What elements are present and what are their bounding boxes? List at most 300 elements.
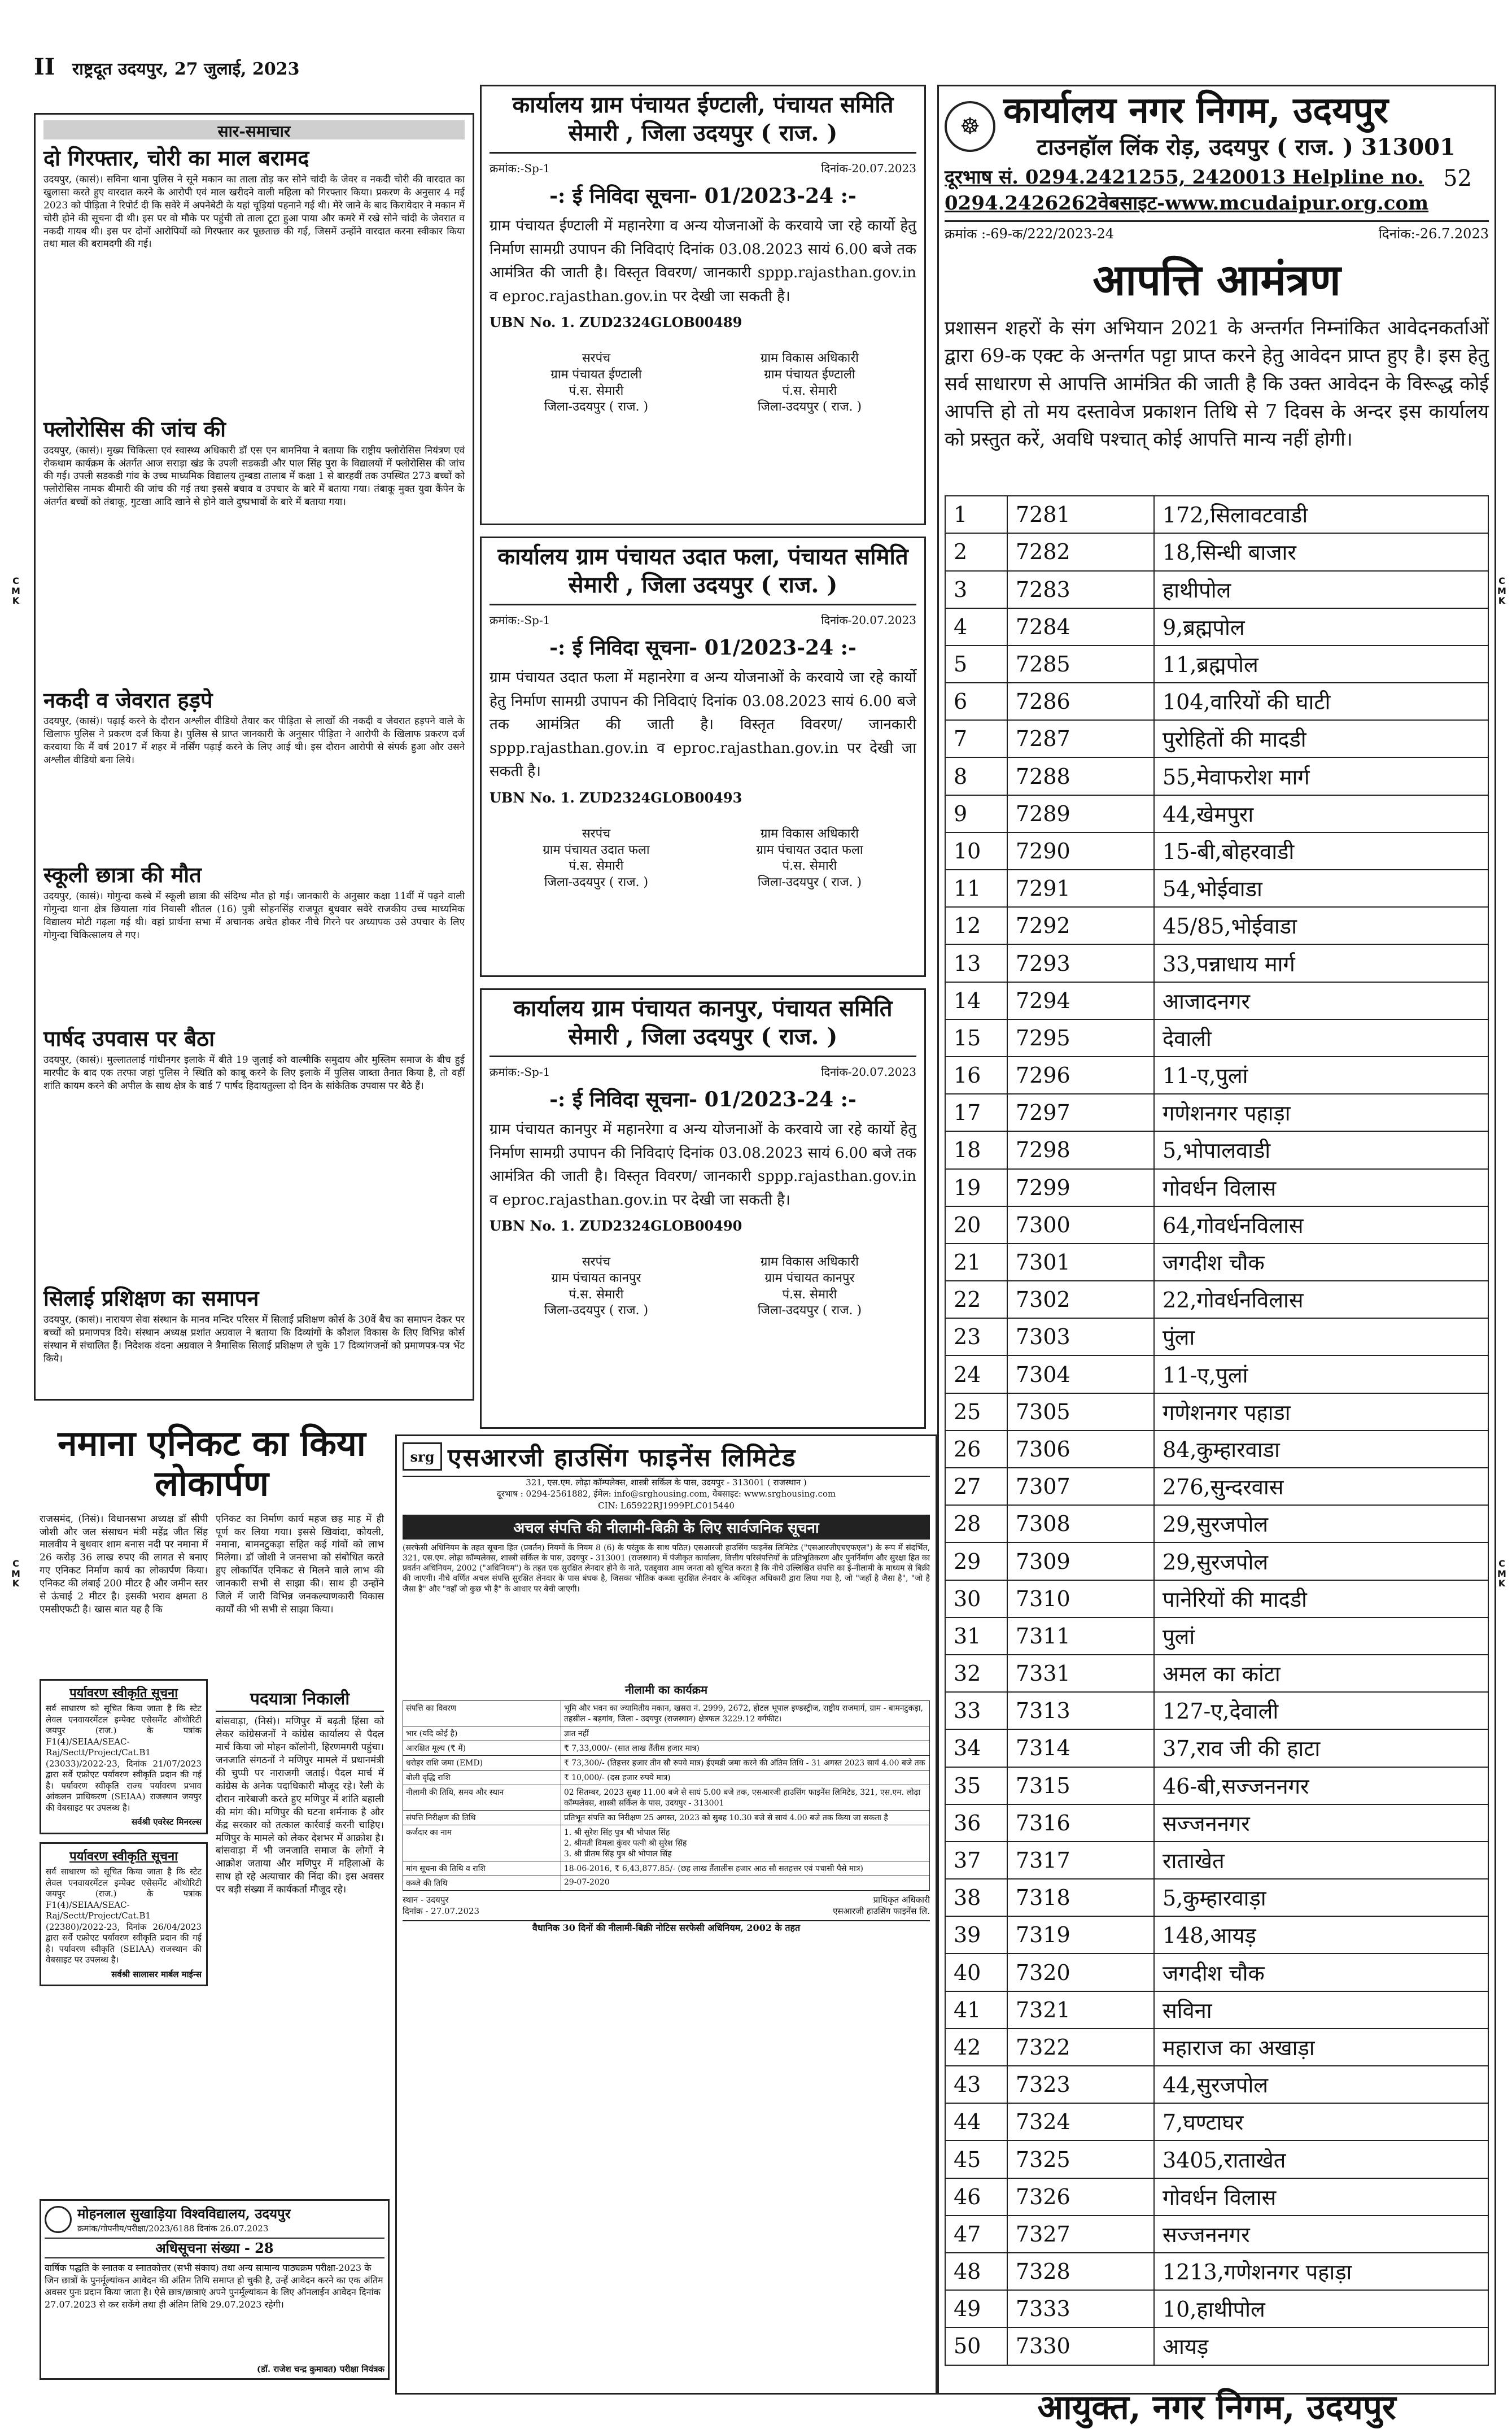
application-no-cell: 7299 [1007,1169,1154,1206]
commissioner-signature: आयुक्त, नगर निगम, उदयपुर [1037,2387,1396,2427]
story-body: उदयपुर, (कासं)। सविना थाना पुलिस ने सूने मकान का ताला तोड़ कर सोने चांदी के जेवर व नकदी चोरी की वारदात का खुलासा करते हुए वारदात करने के आरोपी एवं माल खरीदने वाली महिला को गिरफ्तार किया। प्रकरण के अनुसार 4 मई 2023 को पीड़िता ने रिपोर्ट दी कि सवेरे में अपनेबेटी के यहां चूड़ियां पहनाने गई थी। मेरे जाने के बाद किरायेदार ने मकान में चोरी होने की सूचना दी थी। इस पर वो मौके पर पहुंची तो ताला टूटा हुआ पाया और कमरे में रखे सोने चांदी के जेवरात व नकदी गायब थी। इस पर दोनों आरोपियों को गिरफ्तार कर पूछताछ की गई, जिसमें उन्होंने वारदात करना स्वीकार किया तथा माल की बरामदगी की गई। [43,173,465,250]
table-row [945,1206,1488,1244]
serial-cell: 20 [945,1206,1007,1244]
srg-authorised-officer: प्राधिकृत अधिकारी एसआरजी हाउसिंग फाइनेंस लि. [833,1894,930,1916]
application-no-cell: 7284 [1007,608,1154,646]
notification-sign: (डॉ. राजेश चन्द्र कुमावत) परीक्षा नियंत्रक [256,2364,384,2374]
table-row [945,2178,1488,2216]
field-value-cell: 1. श्री सुरेश सिंह पुत्र श्री भोपाल सिंह 2. श्रीमती विमला कुंवर पत्नी श्री सुरेश सिंह 3. श्री प्रीतम सिंह पुत्र श्री भोपाल सिंह [561,1825,929,1861]
application-no-cell: 7293 [1007,944,1154,982]
application-no-cell: 7310 [1007,1580,1154,1617]
table-row [945,870,1488,907]
address-cell: 5,कुम्हारवाड़ा [1154,1879,1488,1916]
application-no-cell: 7322 [1007,2029,1154,2066]
nigam-header [945,91,1489,162]
tender-ref: क्रमांक:-Sp-1 [490,1065,550,1079]
nigam-date: दिनांक:-26.7.2023 [1378,226,1489,242]
srg-address: 321, एस.एम. लोढ़ा कॉम्पलेक्स, शास्त्री सर्किल के पास, उदयपुर - 313001 ( राजस्थान ) दूरभाष : 0294-2561882, ईमेल: info@srghousing.com, वेबसाइट: www.srghousing.com CIN: L65922RJ1999PLC015440 [496,1477,836,1511]
serial-cell: 48 [945,2253,1007,2290]
application-no-cell: 7324 [1007,2103,1154,2140]
address-cell: 22,गोवर्धनविलास [1154,1281,1488,1318]
address-cell: आयड़ [1154,2327,1488,2365]
table-row [945,1393,1488,1431]
table-row [403,1825,930,1861]
table-row [945,944,1488,982]
table-row [945,1244,1488,1281]
table-row [945,2216,1488,2253]
notification-text: वार्षिक पद्धति के स्नातक व स्नातकोत्तर (सभी संकाय) तथा अन्य सामान्य पाठ्यक्रम परीक्षा-2023 के जिन छात्रों के पुनर्मूल्यांकन आवेदन की अंतिम तिथि समाप्त हो चुकी है, उन्हें आवेदन करने का एक अंतिम अवसर पुनः प्रदान किया जाता है। ऐसे छात्र/छात्राएं अपने पुनर्मूल्यांकन के लिए ऑनलाईन आवेदन दिनांक 27.07.2023 से कर सकेंगे तथा ही अंतिम तिथि 29.07.2023 रहेगी। [45,2262,383,2310]
news-story [43,863,465,1020]
serial-cell: 23 [945,1318,1007,1355]
serial-cell: 25 [945,1393,1007,1431]
field-value-cell: ₹ 10,000/- (दस हजार रुपये मात्र) [561,1770,929,1785]
serial-cell: 9 [945,795,1007,832]
field-label-cell: कब्जे की तिथि [403,1876,561,1890]
vdo-sign: ग्राम विकास अधिकारी ग्राम पंचायत कानपुर पं.स. सेमारी जिला-उदयपुर ( राज. ) [757,1255,862,1318]
address-cell: 29,सुरजपोल [1154,1505,1488,1542]
field-value-cell: ज्ञात नहीं [561,1726,929,1741]
environment-notice [40,1679,208,1834]
application-no-cell: 7311 [1007,1617,1154,1655]
section-label: सार-समाचार [43,120,465,139]
serial-cell: 40 [945,1953,1007,1991]
story-headline: स्कूली छात्रा की मौत [43,862,202,888]
field-label-cell: संपत्ति का विवरण [403,1700,561,1726]
application-no-cell: 7302 [1007,1281,1154,1318]
serial-cell: 13 [945,944,1007,982]
field-label-cell: मांग सूचना की तिथि व राशि [403,1861,561,1876]
address-cell: 84,कुम्हारवाडा [1154,1431,1488,1468]
serial-cell: 21 [945,1244,1007,1281]
table-row [945,2327,1488,2365]
university-logo-icon [45,2206,72,2233]
application-no-cell: 7290 [1007,832,1154,870]
notice-title: पर्यावरण स्वीकृति सूचना [69,1848,178,1864]
serial-cell: 5 [945,646,1007,683]
table-row [945,1879,1488,1916]
registration-mark: C M K [11,1558,20,1589]
tender-ref: क्रमांक:-Sp-1 [490,613,550,627]
table-row [945,2103,1488,2140]
serial-cell: 35 [945,1767,1007,1804]
table-row [945,1094,1488,1131]
application-no-cell: 7291 [1007,870,1154,907]
table-row [945,1431,1488,1468]
tender-date: दिनांक-20.07.2023 [821,162,916,175]
notice-sign: सर्वश्री सालासर मार्बल माईन्स [111,1969,202,1979]
serial-cell: 41 [945,1991,1007,2029]
story-body: राजसमंद, (निसं)। विधानसभा अध्यक्ष डॉ सीपी जोशी और जल संसाधन मंत्री महेंद्र जीत सिंह मालवीय ने बुधवार शाम बनास नदी पर नमाना में 26 करोड़ 36 लाख रुपए की लागत से बनाए गए एनिकट निर्माण कार्य का लोकार्पण किया। एनिकट की लंबाई 200 मीटर है और जमीन स्तर से ऊंचाई 2 मीटर है। इसकी भराव क्षमता 8 एमसीएफटी है। खास बात यह है कि [40,1513,208,1616]
address-cell: 29,सुरजपोल [1154,1542,1488,1580]
address-cell: 11,ब्रह्मपोल [1154,646,1488,683]
serial-cell: 39 [945,1916,1007,1953]
story-body: बांसवाड़ा, (निसं)। मणिपुर में बढ़ती हिंसा को लेकर कांग्रेसजनों ने कांग्रेस कार्यालय से पैदल मार्च किया जो मोहन कॉलोनी, हिरणमगरी पहुंचा। जनजाति संगठनों ने मणिपुर मामले में प्रधानमंत्री की चुप्पी पर नाराजगी जताई। पैदल मार्च में कांग्रेस के अनेक पदाधिकारी मौजूद रहे। रैली के दौरान नारेबाजी करते हुए मणिपुर में शांति बहाली की मांग की। मणिपुर की घटना शर्मनाक है और केंद्र सरकार को तत्काल कार्रवाई करनी चाहिए। मणिपुर के मामले को लेकर देशभर में आक्रोश है। बांसवाड़ा में भी जनजाति समाज के लोगों ने आक्रोश जताया और मणिपुर में महिलाओं के साथ हो रहे अत्याचार की निंदा की। इस अवसर पर बड़ी संख्या में कार्यकर्ता मौजूद रहे। [216,1716,384,1896]
address-cell: अमल का कांटा [1154,1655,1488,1692]
application-no-cell: 7323 [1007,2066,1154,2103]
tender-body: ग्राम पंचायत कानपुर में महानरेगा व अन्य योजनाओं के करवाये जा रहे कार्यो हेतु निर्माण सामग्री उपापन की निविदाएं दिनांक 03.08.2023 सायं 6.00 बजे तक आमंत्रित की जाती है। विस्तृत विवरण/ जानकारी sppp.rajasthan.gov.in व eproc.rajasthan.gov.in पर देखी जा सकती है। [490,1121,916,1209]
tender-notice [480,85,926,525]
application-no-cell: 7326 [1007,2178,1154,2216]
serial-cell: 37 [945,1842,1007,1879]
nigam-title: कार्यालय नगर निगम, उदयपुर [1003,89,1388,132]
serial-cell: 11 [945,870,1007,907]
table-row [945,1953,1488,1991]
tender-title: कार्यालय ग्राम पंचायत ईण्टाली, पंचायत समिति सेमारी , जिला उदयपुर ( राज. ) [490,91,916,154]
serial-cell: 12 [945,907,1007,944]
address-cell: जगदीश चौक [1154,1953,1488,1991]
serial-cell: 1 [945,496,1007,533]
application-no-cell: 7321 [1007,1991,1154,2029]
address-cell: 276,सुन्दरवास [1154,1468,1488,1505]
serial-cell: 15 [945,1019,1007,1057]
address-cell: गणेशनगर पहाडा [1154,1393,1488,1431]
masthead-line: राष्ट्रदूत उदयपुर, 27 जुलाई, 2023 [72,59,300,79]
application-no-cell: 7314 [1007,1729,1154,1767]
address-cell: 33,पन्नाधाय मार्ग [1154,944,1488,982]
application-no-cell: 7320 [1007,1953,1154,1991]
story-headline: नकदी व जेवरात हड़पे [43,687,213,713]
address-cell: 15-बी,बोहरवाडी [1154,832,1488,870]
page-number: 52 [1443,165,1472,191]
university-notice [40,2191,390,2380]
serial-cell: 10 [945,832,1007,870]
page-number: II [34,54,55,80]
address-cell: पानेरियों की मादडी [1154,1580,1488,1617]
application-no-cell: 7292 [1007,907,1154,944]
sarpanch-sign: सरपंच ग्राम पंचायत कानपुर पं.स. सेमारी जिला-उदयपुर ( राज. ) [544,1255,649,1318]
application-no-cell: 7306 [1007,1431,1154,1468]
tender-notice [480,537,926,977]
address-cell: गणेशनगर पहाड़ा [1154,1094,1488,1131]
table-row [945,1505,1488,1542]
application-no-cell: 7297 [1007,1094,1154,1131]
field-value-cell: 29-07-2020 [561,1876,929,1890]
sarpanch-sign: सरपंच ग्राम पंचायत उदात फला पं.स. सेमारी जिला-उदयपुर ( राज. ) [543,826,650,889]
serial-cell: 30 [945,1580,1007,1617]
notice-text: सर्व साधारण को सूचित किया जाता है कि स्टेट लेवल एनवायरमेंटल इम्पेक्ट एसेसमेंट ऑथोरिटी जयपुर (राज.) के पत्रांक F1(4)/SEIAA/SEAC-Raj/Sectt/Project/Cat.B1 (22380)/2022-23, दिनांक 26/04/2023 द्वारा सर्वे एफ्रोएट पर्यावरण स्वीकृति प्रदान की गई है। पर्यावरण स्वीकृति (SEIAA) राजस्थान की वेबसाइट पर उपलब्ध है। [46,1867,202,1965]
serial-cell: 2 [945,533,1007,570]
notice-sign: सर्वश्री एवरेस्ट मिनरल्स [132,1817,202,1828]
table-row [945,683,1488,720]
story-headline: पदयात्रा निकाली [216,1688,384,1712]
srg-band: अचल संपत्ति की नीलामी-बिक्री के लिए सार्वजनिक सूचना [403,1515,930,1540]
table-row [945,1692,1488,1729]
srg-auction-table [403,1700,930,1891]
serial-cell: 33 [945,1692,1007,1729]
application-no-cell: 7330 [1007,2327,1154,2365]
field-label-cell: बोली वृद्धि राशि [403,1770,561,1785]
application-no-cell: 7300 [1007,1206,1154,1244]
application-no-cell: 7304 [1007,1355,1154,1393]
application-no-cell: 7303 [1007,1318,1154,1355]
application-no-cell: 7307 [1007,1468,1154,1505]
table-row [945,646,1488,683]
srg-auction-notice [395,1434,937,2395]
tender-ubn: UBN No. 1. ZUD2324GLOB00489 [490,314,742,331]
address-cell: 54,भोईवाडा [1154,870,1488,907]
table-row [945,571,1488,608]
serial-cell: 34 [945,1729,1007,1767]
address-cell: 7,घण्टाघर [1154,2103,1488,2140]
serial-cell: 49 [945,2290,1007,2327]
table-row [945,1355,1488,1393]
table-row [945,1916,1488,1953]
university-header [45,2204,384,2234]
table-row [945,982,1488,1019]
table-row [945,2290,1488,2327]
address-cell: जगदीश चौक [1154,1244,1488,1281]
field-label-cell: भार (यदि कोई है) [403,1726,561,1741]
srg-footer: वैधानिक 30 दिनों की नीलामी-बिक्री नोटिस सरफेसी अधिनियम, 2002 के तहत [403,1920,930,1934]
address-cell: सज्जननगर [1154,1804,1488,1842]
serial-cell: 6 [945,683,1007,720]
nigam-intro: प्रशासन शहरों के संग अभियान 2021 के अन्तर्गत निम्नांकित आवेदनकर्ताओं द्वारा 69-क एक्ट के अन्तर्गत पट्टा प्राप्त करने हेतु आवेदन प्राप्त हुए है। इस हेतु सर्व साधारण से आपत्ति आमंत्रित की जाती है कि उक्त आवेदन के विरूद्ध कोई आपत्ति हो तो मय दस्तावेज प्रकाशन तिथि से 7 दिवस के अन्दर इस कार्यालय को प्रस्तुत करें, अवधि पश्चात् कोई आपत्ति मान्य नहीं होगी। [945,317,1489,451]
field-label-cell: धरोहर राशि जमा (EMD) [403,1755,561,1770]
address-cell: पुंला [1154,1318,1488,1355]
nigam-heading: आपत्ति आमंत्रण [1093,255,1341,306]
news-story [43,1287,465,1415]
address-cell: 18,सिन्धी बाजार [1154,533,1488,570]
notice-text: सर्व साधारण को सूचित किया जाता है कि स्टेट लेवल एनवायरमेंटल इम्पेक्ट एसेसमेंट ऑथोरिटी जयपुर (राज.) के पत्रांक F1(4)/SEIAA/SEAC-Raj/Sectt/Project/Cat.B1 (23033)/2022-23, दिनांक 21/07/2023 द्वारा सर्वे एफ्रोएट पर्यावरण स्वीकृति प्रदान की गई है। पर्यावरण स्वीकृति राज्य पर्यावरण प्रभाव आंकलन प्राधिकरण (SEIAA) राजस्थान जयपुर की वेबसाइट पर उपलब्ध है। [46,1703,202,1813]
serial-cell: 44 [945,2103,1007,2140]
serial-cell: 18 [945,1131,1007,1168]
table-row [945,1281,1488,1318]
application-no-cell: 7317 [1007,1842,1154,1879]
table-row [945,1991,1488,2029]
address-cell: 37,राव जी की हाटा [1154,1729,1488,1767]
address-cell: 172,सिलावटवाडी [1154,496,1488,533]
serial-cell: 42 [945,2029,1007,2066]
table-row [945,608,1488,646]
table-row [945,1169,1488,1206]
address-cell: गोवर्धन विलास [1154,1169,1488,1206]
application-no-cell: 7313 [1007,1692,1154,1729]
table-row [945,1318,1488,1355]
srg-intro: (सरफेसी अधिनियम के तहत सूचना हित (प्रवर्तन) नियमों के नियम 8 (6) के परंतुक के साथ पठित) एसआरजी हाउसिंग फाइनेंस लिमिटेड ("एसआरजीएचएफएल") के रूप में संदर्भित, 321, एस.एम. लोढ़ा कॉम्पलेक्स, शास्त्री सर्किल के पास, उदयपुर - 313001 (राजस्थान) में पंजीकृत कार्यालय, वित्तीय परिसंपत्तियों के प्रतिभूतिकरण और पुनर्निर्माण और सुरक्षा हित का प्रवर्तन अधिनियम, 2002 ("अधिनियम") के तहत एक सुरक्षित लेनदार होने के नाते, एतद्द्वारा आम जनता को सूचित करता है कि नीचे उल्लिखित संपत्ति का ई-नीलामी के माध्यम से बिक्री की जाएगी। नीचे वर्णित अचल संपत्ति सुरक्षित लेनदार के पास बंधक है, जिसका भौतिक कब्जा सुरक्षित लेनदार के अधिकृत अधिकारी द्वारा लिया गया है, जो "जहाँ है जैसा है", "जो है जैसा है" और "वहाँ जो कुछ भी है" के आधार पर बेची जाएगी। [403,1543,930,1594]
serial-cell: 36 [945,1804,1007,1842]
story-headline: नमाना एनिकट का किया लोकार्पण [58,1423,366,1505]
table-row [945,720,1488,757]
srg-place-date: स्थान - उदयपुर दिनांक - 27.07.2023 [403,1894,480,1916]
table-row [945,1842,1488,1879]
table-row [945,1019,1488,1057]
address-cell: 10,हाथीपोल [1154,2290,1488,2327]
srg-name: एसआरजी हाउसिंग फाइनेंस लिमिटेड [448,1444,797,1472]
address-cell: 11-ए,पुलां [1154,1355,1488,1393]
sarpanch-sign: सरपंच ग्राम पंचायत ईण्टाली पं.स. सेमारी जिला-उदयपुर ( राज. ) [544,351,649,415]
table-row [945,2140,1488,2178]
table-row [403,1785,930,1810]
table-row [945,496,1488,533]
tender-heading: -: ई निविदा सूचना- 01/2023-24 :- [549,1088,856,1111]
application-no-cell: 7316 [1007,1804,1154,1842]
srg-table-heading: नीलामी का कार्यक्रम [624,1682,708,1697]
nigam-emblem-icon: ☸ [945,101,995,152]
application-no-cell: 7285 [1007,646,1154,683]
story-body: एनिकट का निर्माण कार्य महज छह माह में ही पूर्ण कर लिया गया। इससे खिवांदा, कोयली, नमाना, बामनटुकड़ा सहित कई गांवों को लाभ मिलेगा। डॉ जोशी ने जनसभा को संबोधित करते हुए लोकार्पित एनिकट से मिलने वाले लाभ की जानकारी सभी से साझा की। साथ ही उन्होंने जिले में जारी विभिन्न जनकल्याणकारी विकास कार्यों की भी सभी से साझा किया। [216,1513,384,1616]
environment-notice [40,1842,208,1987]
tender-ubn: UBN No. 1. ZUD2324GLOB00490 [490,1218,742,1235]
notification-number: अधिसूचना संख्या - 28 [45,2238,384,2258]
serial-cell: 28 [945,1505,1007,1542]
notice-title: पर्यावरण स्वीकृति सूचना [69,1685,178,1700]
field-label-cell: कर्जदार का नाम [403,1825,561,1861]
story-body: उदयपुर, (कासं)। मुल्लातलाई गांधीनगर इलाके में बीते 19 जुलाई को वाल्मीकि समुदाय और मुस्लिम समाज के बीच हुई मारपीट के बाद एक तरफा जहां पुलिस ने स्थिति को काबू करने के लिए इलाके में पुलिस जाब्ता तैनात किया है, तो वहीं शांति कायम करने की अपील के साथ क्षेत्र के वार्ड 7 पार्षद हिदायतुल्ला दो दिन के सांकेतिक उपवास पर बैठे हैं। [43,1054,465,1092]
address-cell: 127-ए,देवाली [1154,1692,1488,1729]
serial-cell: 43 [945,2066,1007,2103]
nigam-contact: दूरभाष सं. 0294.2421255, 2420013 Helpline no. 0294.2426262वेबसाइट-www.mcudaipur.org.com [945,166,1429,215]
table-row [945,1767,1488,1804]
address-cell: 64,गोवर्धनविलास [1154,1206,1488,1244]
table-row [945,1131,1488,1168]
story-headline: फ्लोरोसिस की जांच की [43,416,226,442]
story-headline: दो गिरफ्तार, चोरी का माल बरामद [43,145,309,171]
news-story [43,146,465,411]
address-cell: गोवर्धन विलास [1154,2178,1488,2216]
address-cell: 5,भोपालवाडी [1154,1131,1488,1168]
news-story [43,1027,465,1280]
address-cell: 3405,राताखेत [1154,2140,1488,2178]
university-ref: क्रमांक/गोपनीय/परीक्षा/2023/6188 दिनांक 26.07.2023 [77,2223,269,2234]
application-no-cell: 7301 [1007,1244,1154,1281]
serial-cell: 26 [945,1431,1007,1468]
application-no-cell: 7289 [1007,795,1154,832]
registration-mark: C M K [1497,1558,1506,1589]
application-no-cell: 7287 [1007,720,1154,757]
nagar-nigam-notice [937,85,1496,2427]
table-row [945,2066,1488,2103]
address-cell: सज्जननगर [1154,2216,1488,2253]
serial-cell: 38 [945,1879,1007,1916]
serial-cell: 17 [945,1094,1007,1131]
university-name: मोहनलाल सुखाड़िया विश्वविद्यालय, उदयपुर [77,2205,291,2222]
tender-heading: -: ई निविदा सूचना- 01/2023-24 :- [549,636,856,660]
table-row [945,2029,1488,2066]
application-no-cell: 7328 [1007,2253,1154,2290]
tender-body: ग्राम पंचायत उदात फला में महानरेगा व अन्य योजनाओं के करवाये जा रहे कार्यो हेतु निर्माण सामग्री उपापन की निविदाएं दिनांक 03.08.2023 सायं 6.00 बजे तक आमंत्रित की जाती है। विस्तृत विवरण/ जानकारी sppp.rajasthan.gov.in व eproc.rajasthan.gov.in पर देखी जा सकती है। [490,669,916,780]
address-cell: हाथीपोल [1154,571,1488,608]
application-no-cell: 7319 [1007,1916,1154,1953]
srg-header [403,1440,930,1477]
masthead [34,54,463,80]
table-row [945,1729,1488,1767]
serial-cell: 47 [945,2216,1007,2253]
application-no-cell: 7288 [1007,757,1154,795]
field-value-cell: ₹ 7,33,000/- (सात लाख तैंतीस हजार मात्र) [561,1741,929,1755]
application-no-cell: 7281 [1007,496,1154,533]
table-row [403,1810,930,1825]
application-no-cell: 7298 [1007,1131,1154,1168]
serial-cell: 16 [945,1057,1007,1094]
tender-heading: -: ई निविदा सूचना- 01/2023-24 :- [549,184,856,208]
table-row [945,1617,1488,1655]
table-row [945,832,1488,870]
address-cell: 44,सुरजपोल [1154,2066,1488,2103]
tender-notice [480,988,926,1429]
application-no-cell: 7283 [1007,571,1154,608]
story-body: उदयपुर, (कासं)। पढ़ाई करने के दौरान अश्लील वीडियो तैयार कर पीड़िता से लाखों की नकदी व जेवरात हड़पने वाले के खिलाफ पुलिस ने प्रकरण दर्ज किया है। पुलिस से प्राप्त जानकारी के अनुसार पीड़िता ने आरोपी के खिलाफ प्रकरण दर्ज करवाया कि मैं वर्ष 2017 में शहर में नर्सिंग पढ़ाई करने के लिए आई थी। इस दौरान आरोपी से संपर्क हुआ और उसने अश्लील वीडियो बना लिये। [43,716,465,766]
news-story [43,417,465,682]
address-cell: 9,ब्रह्मपोल [1154,608,1488,646]
nigam-subtitle: टाउनहॉल लिंक रोड़, उदयपुर ( राज. ) 313001 [1037,134,1456,161]
applicants-table [945,495,1489,2365]
serial-cell: 45 [945,2140,1007,2178]
address-cell: 11-ए,पुलां [1154,1057,1488,1094]
table-row [945,1580,1488,1617]
serial-cell: 32 [945,1655,1007,1692]
field-value-cell: भूमि और भवन का ज्यामितीय मकान, खसरा नं. 2999, 2672, होटल भूपाल इण्डस्ट्रीज, राष्ट्रीय राजमार्ग, ग्राम - बामनटुकड़ा, तहसील - बड़गांव, जिला - उदयपुर (राजस्थान) क्षेत्रफल 3229.12 वर्गफीट। [561,1700,929,1726]
story-body: उदयपुर, (कासं)। गोगुन्दा कस्बे में स्कूली छात्रा की संदिग्ध मौत हो गई। जानकारी के अनुसार कक्षा 11वीं में पढ़ने वाली गोगुन्दा थाना क्षेत्र छियाला गांव निवासी शीतल (16) पुत्री सोहनसिंह राजपूत बुधवार सवेरे राजकीय उच्च माध्यमिक विद्यालय मोटी गढ़ला गई थी। वहां प्रार्थना सभा में अचानक अचेत होकर नीचे गिरने पर अध्यापक उसे उपचार के लिए गोगुन्दा चिकित्सालय ले गए। [43,891,465,941]
field-value-cell: 02 सितम्बर, 2023 सुबह 11.00 बजे से सायं 5.00 बजे तक, एसआरजी हाउसिंग फाइनेंस लिमिटेड, 321, एस.एम. लोढ़ा कॉम्पलेक्स, शास्त्री सर्किल के पास, उदयपुर - 313001 [561,1785,929,1810]
serial-cell: 3 [945,571,1007,608]
address-cell: 46-बी,सज्जननगर [1154,1767,1488,1804]
serial-cell: 29 [945,1542,1007,1580]
story-headline: सिलाई प्रशिक्षण का समापन [43,1285,259,1311]
application-no-cell: 7325 [1007,2140,1154,2178]
table-row [945,1057,1488,1094]
vdo-sign: ग्राम विकास अधिकारी ग्राम पंचायत उदात फला पं.स. सेमारी जिला-उदयपुर ( राज. ) [756,826,863,889]
tender-ref: क्रमांक:-Sp-1 [490,162,550,175]
address-cell: राताखेत [1154,1842,1488,1879]
application-no-cell: 7309 [1007,1542,1154,1580]
tender-title: कार्यालय ग्राम पंचायत उदात फला, पंचायत समिति सेमारी , जिला उदयपुर ( राज. ) [490,543,916,605]
serial-cell: 22 [945,1281,1007,1318]
serial-cell: 31 [945,1617,1007,1655]
field-label-cell: नीलामी की तिथि, समय और स्थान [403,1785,561,1810]
field-value-cell: 18-06-2016, ₹ 6,43,877.85/- (छह लाख तैंतालीस हजार आठ सौ सतहत्तर एवं पचासी पैसे मात्र) [561,1861,929,1876]
table-row [945,1655,1488,1692]
serial-cell: 46 [945,2178,1007,2216]
vdo-sign: ग्राम विकास अधिकारी ग्राम पंचायत ईण्टाली पं.स. सेमारी जिला-उदयपुर ( राज. ) [757,351,862,415]
address-cell: पुलां [1154,1617,1488,1655]
news-column [34,113,474,1401]
field-value-cell: ₹ 73,300/- (तिहत्तर हजार तीन सौ रुपये मात्र) ईएमडी जमा करने की अंतिम तिथि - 31 अगस्त 2023 सायं 4.00 बजे तक [561,1755,929,1770]
application-no-cell: 7286 [1007,683,1154,720]
application-no-cell: 7296 [1007,1057,1154,1094]
address-cell: सविना [1154,1991,1488,2029]
serial-cell: 24 [945,1355,1007,1393]
serial-cell: 27 [945,1468,1007,1505]
table-row [945,1542,1488,1580]
address-cell: आजादनगर [1154,982,1488,1019]
application-no-cell: 7295 [1007,1019,1154,1057]
field-value-cell: प्रतिभूत संपत्ति का निरीक्षण 25 अगस्त, 2023 को सुबह 10.30 बजे से सायं 4.00 बजे तक किया जा सकता है [561,1810,929,1825]
address-cell: 104,वारियों की घाटी [1154,683,1488,720]
address-cell: 148,आयड़ [1154,1916,1488,1953]
application-no-cell: 7282 [1007,533,1154,570]
table-row [945,907,1488,944]
application-no-cell: 7294 [1007,982,1154,1019]
address-cell: 44,खेमपुरा [1154,795,1488,832]
table-row [945,533,1488,570]
application-no-cell: 7315 [1007,1767,1154,1804]
university-box [40,2199,390,2380]
application-no-cell: 7327 [1007,2216,1154,2253]
table-row [403,1861,930,1876]
nigam-ref: क्रमांक :-69-क/222/2023-24 [945,226,1115,242]
table-row [945,757,1488,795]
serial-cell: 14 [945,982,1007,1019]
registration-mark: C M K [1497,575,1506,607]
tender-title: कार्यालय ग्राम पंचायत कानपुर, पंचायत समिति सेमारी , जिला उदयपुर ( राज. ) [490,995,916,1057]
serial-cell: 19 [945,1169,1007,1206]
tender-body: ग्राम पंचायत ईण्टाली में महानरेगा व अन्य योजनाओं के करवाये जा रहे कार्यो हेतु निर्माण सामग्री उपापन की निविदाएं दिनांक 03.08.2023 सायं 6.00 बजे तक आमंत्रित की जाती है। विस्तृत विवरण/ जानकारी sppp.rajasthan.gov.in व eproc.rajasthan.gov.in पर देखी जा सकती है। [490,217,916,305]
table-row [403,1876,930,1890]
tender-ubn: UBN No. 1. ZUD2324GLOB00493 [490,789,742,806]
serial-cell: 8 [945,757,1007,795]
application-no-cell: 7318 [1007,1879,1154,1916]
serial-cell: 4 [945,608,1007,646]
